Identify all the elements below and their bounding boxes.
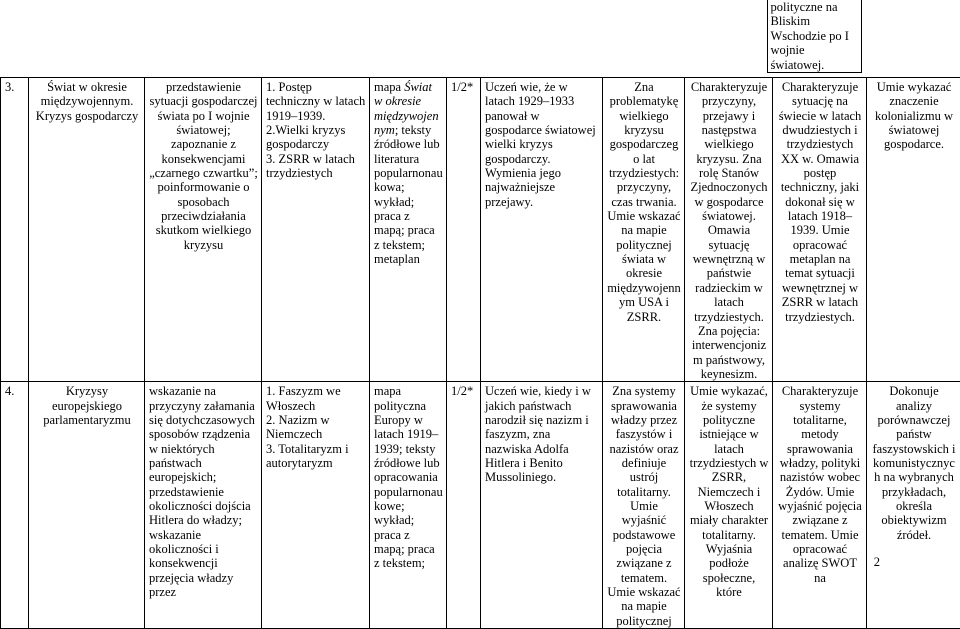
lesson-content: 1. Faszyzm we Włoszech 2. Nazizm w Niemczech 3. Totalitaryzm i autorytaryzm	[262, 382, 370, 629]
extended-requirements: Umie wykazać, że systemy polityczne istniejące w latach trzydziestych w ZSRR, Niemczech i Włoszech miały charakter totalitarny. Wyjaśnia podłoże społeczne, które	[685, 382, 773, 629]
table-row	[1, 382, 960, 629]
full-requirements: Charakteryzuje systemy totalitarne, metody sprawowania władzy, polityki nazistów wobec Żydów. Umie wyjaśnić pojęcia związane z tematem. Umie opracować analizę SWOT na	[773, 382, 867, 629]
beyond-requirements: Dokonuje analizy porównawczej państw faszystowskich i komunistycznych na wybranych przykładach, określa obiektywizm źródeł.	[867, 382, 960, 629]
basic-requirements: Zna systemy sprawowania władzy przez faszystów i nazistów oraz definiuje ustrój totalitarny. Umie wyjaśnić podstawowe pojęcia związane z tematem. Umie wskazać na mapie politycznej	[603, 382, 685, 629]
lesson-goals: przedstawienie sytuacji gospodarczej świata po I wojnie światowej; zapoznanie z konsekwencjami „czarnego czwartku”; poinformowanie o sposobach przeciwdziałania skutkom wielkiego kryzysu	[145, 78, 262, 382]
teaching-media	[370, 78, 447, 382]
lesson-topic: Kryzysy europejskiego parlamentaryzmu	[29, 382, 145, 629]
basic-requirements: Zna problematykę wielkiego kryzysu gospodarczego lat trzydziestych: przyczyny, czas trwania. Umie wskazać na mapie politycznej świata w okresie międzywojennym USA i ZSRR.	[603, 78, 685, 382]
teaching-media-methods: ; teksty źródłowe lub literatura popularnonaukowa; wykład; praca z mapą; praca z tekstem; metaplan	[374, 123, 443, 266]
teaching-media-text: mapa	[374, 80, 404, 94]
lesson-hours: 1/2*	[447, 382, 481, 629]
teaching-media-text: mapa polityczna Europy w latach 1919–1939; teksty źródłowe lub opracowania popularnonaukowe; wykład; praca z mapą; praca z tekstem;	[374, 384, 443, 570]
lesson-hours: 1/2*	[447, 78, 481, 382]
full-requirements: Charakteryzuje sytuację na świecie w latach dwudziestych i trzydziestych XX w. Omawia postęp techniczny, jaki dokonał się w latach 1918–1939. Umie opracować metaplan na temat sytuacji wewnętrznej w ZSRR w latach trzydziestych.	[773, 78, 867, 382]
continued-text: polityczne na Bliskim Wschodzie po I wojnie światowej.	[767, 0, 861, 73]
lesson-number: 3.	[1, 78, 29, 382]
beyond-requirements: Umie wykazać znaczenie kolonializmu w światowej gospodarce.	[867, 78, 960, 382]
required-achievements: Uczeń wie, że w latach 1929–1933 panował w gospodarce światowej wielki kryzys gospodarczy. Wymienia jego najważniejsze przejawy.	[481, 78, 603, 382]
extended-requirements: Charakteryzuje przyczyny, przejawy i następstwa wielkiego kryzysu. Zna rolę Stanów Zjednoczonych w gospodarce światowej. Omawia sytuację wewnętrzną w państwie radzieckim w latach trzydziestych. Zna pojęcia: interwencjonizm państwowy, keynesizm.	[685, 78, 773, 382]
lesson-content: 1. Postęp techniczny w latach 1919–1939. 2.Wielki kryzys gospodarczy 3. ZSRR w latach trzydziestych	[262, 78, 370, 382]
table-row	[1, 78, 960, 382]
map-title: Świat w okresie międzywojennym	[374, 80, 439, 137]
lesson-topic: Świat w okresie międzywojennym. Kryzys gospodarczy	[29, 78, 145, 382]
required-achievements: Uczeń wie, kiedy i w jakich państwach narodził się nazizm i faszyzm, zna nazwiska Adolfa Hitlera i Benito Mussoliniego.	[481, 382, 603, 629]
lesson-number: 4.	[1, 382, 29, 629]
teaching-media	[370, 382, 447, 629]
continued-cell-fragment	[0, 0, 960, 73]
curriculum-table	[0, 77, 960, 629]
lesson-goals: wskazanie na przyczyny załamania się dotychczasowych sposobów rządzenia w niektórych państwach europejskich; przedstawienie okoliczności dojścia Hitlera do władzy; wskazanie okoliczności i konsekwencji przejęcia władzy przez	[145, 382, 262, 629]
page-number: 2	[874, 555, 880, 570]
